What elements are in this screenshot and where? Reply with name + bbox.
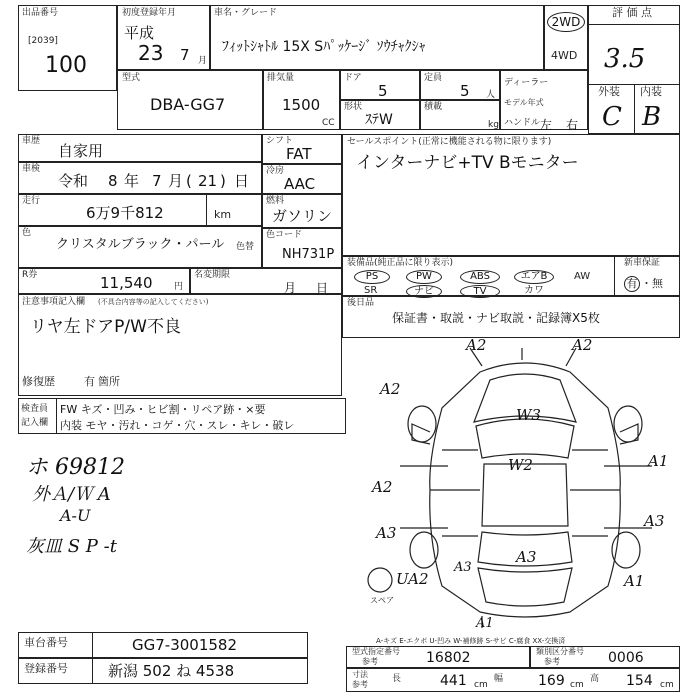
sales-text: インターナビ+TV Bモニター [356,153,579,173]
inspection-month: 7 [152,172,162,190]
inspector-divider [56,398,57,434]
warranty-yes-circle: 有 [624,276,640,292]
model: DBA-GG7 [150,95,226,114]
mark-a2-front-right: A2 [572,336,593,354]
shape-label: 形状 [344,102,363,112]
height-label: 高 [590,674,600,684]
mark-a2-front-left: A2 [466,336,487,354]
class-code-value: 0006 [608,650,644,666]
inspection-month-unit: 月 [168,172,184,190]
cc-unit: CC [322,118,335,128]
reg-year-label: 初度登録年月 [122,8,177,18]
displacement-label: 排気量 [267,73,295,83]
color-code-label: 色コード [266,230,303,240]
damage-legend: A-キズ E-エクボ U-凹み W-補修跡 S-サビ C-腐食 XX-交換済 [376,637,566,645]
warranty-no: ・無 [641,277,663,290]
inspection-day-close: ) [220,172,226,190]
history-value: 自家用 [58,142,104,160]
drive-4wd: 4WD [551,49,578,62]
chassis-value: GG7-3001582 [132,636,238,654]
aircon-label: 冷房 [266,166,285,176]
name-change-day: 日 [316,281,329,295]
score-divider [588,24,680,25]
name-change-label: 名変期限 [194,270,231,280]
sales-label: セールスポイント(正常に機能される物に限ります) [347,137,552,147]
class-code-ref: 参考 [544,657,560,666]
handle-label: ハンドル [504,118,541,128]
int-grade: B [642,102,662,132]
displacement: 1500 [282,96,321,114]
repair-label: 修復歴 [22,375,55,388]
notes-label: 注意事項記入欄 [22,297,86,307]
equip-ps: PS [354,270,390,284]
inspector-row1: FW キズ・凹み・ヒビ割・リペア跡・×要 [60,403,266,416]
length-label: 長 [392,674,402,684]
equip-sr: SR [364,285,378,296]
int-label: 内装 [640,85,662,98]
mark-w3-hood: W3 [516,406,541,424]
load-label: 積載 [424,102,443,112]
lot-number: 100 [45,53,87,78]
mileage: 6万9千812 [86,204,164,222]
car-name: ﾌｨｯﾄｼｬﾄﾙ 15X Sﾊﾟｯｹｰｼﾞ ｿｳﾁｬｸｼｬ [222,39,426,55]
width-unit: cm [570,680,584,690]
dims-label: 寸法 [352,670,368,679]
type-code-ref: 参考 [362,657,378,666]
class-code-label: 類別区分番号 [536,647,584,656]
chassis-label: 車台番号 [24,636,68,649]
width-value: 169 [538,673,565,689]
inspector-label-1: 検査員 [21,404,49,414]
equip-airbag: エアB [514,270,554,284]
mileage-divider [206,194,207,226]
era: 平成 [124,24,155,42]
inspection-year-unit: 年 [124,172,140,190]
reg-month: 7 [180,46,190,64]
mark-a3-trunk: A3 [516,548,537,566]
inspection-day-unit: 日 [234,172,250,190]
mark-a3-right: A3 [644,512,665,530]
reg-month-unit: 月 [198,56,208,66]
spare-label: スペア [370,596,394,605]
handle-right: 右 [566,118,579,132]
capacity: 5 [460,82,470,100]
mark-a3-left: A3 [376,524,397,542]
inspection-year: 8 [108,172,118,190]
fuel-label: 燃料 [266,196,285,206]
chassis-divider [92,632,93,658]
reg-year: 23 [138,41,164,65]
type-code-label: 型式指定番号 [352,647,400,656]
mark-ua2-rear-left: UA2 [396,570,429,588]
reg-divider [92,658,93,684]
history-label: 車歴 [22,136,41,146]
dims-ref: 参考 [352,680,368,689]
person-unit: 人 [486,90,496,100]
mark-a3-rear-glass: A3 [454,560,472,575]
mileage-label: 走行 [22,196,41,206]
inspection-day: 21 [198,172,218,190]
mark-a1-rear: A1 [476,616,494,631]
equip-abs: ABS [460,270,500,284]
mark-a1-right-rear: A1 [624,572,645,590]
aircon-value: AAC [284,175,316,193]
fuel-value: ガソリン [272,207,333,225]
notes-text: リヤ左ドアP/W不良 [30,317,181,337]
recycle-yen: 円 [174,282,184,292]
docs-label: 後日品 [347,298,375,308]
hand-line-2: 外Ａ/Ｗ A [32,484,111,505]
equip-tv: TV [460,285,500,298]
hand-line-4: 灰皿 S P -t [26,536,117,557]
dealer-label: ディーラー [504,78,549,88]
repair-value: 有 [84,375,95,388]
mileage-unit: km [214,208,232,221]
shift-label: シフト [266,136,294,146]
mark-w2-roof: W2 [508,456,533,474]
kg-unit: kg [488,120,499,130]
equip-navi: ナビ [406,285,442,298]
doors: 5 [378,82,388,100]
height-unit: cm [660,680,674,690]
lot-code: [2039] [28,36,58,46]
grade-divider [634,84,635,134]
repair-unit: 箇所 [98,375,120,388]
mark-a1-right-front: A1 [648,452,669,470]
score-label: 評 価 点 [612,6,652,19]
docs-text: 保証書・取説・ナビ取説・記録簿X5枚 [392,311,600,325]
inspection-label: 車検 [22,164,41,174]
inspector-row2: 内装 モヤ・汚れ・コゲ・穴・スレ・キレ・破レ [60,419,295,432]
new-car-label: 新車保証 [624,258,661,268]
drive-2wd-circle: 2WD [547,12,585,32]
type-code-value: 16802 [426,650,471,666]
color-value: クリスタルブラック・パール [56,237,225,252]
score-value: 3.5 [604,44,646,74]
notes-box [18,294,342,396]
shape: ｽﾃW [365,112,393,128]
length-value: 441 [440,673,467,689]
shift-value: FAT [286,145,312,163]
name-change-month: 月 [284,281,297,295]
color-label: 色 [22,228,32,238]
equip-aw: AW [574,271,591,282]
equip-pw: PW [406,270,442,284]
color-code-value: NH731P [282,247,335,262]
height-value: 154 [626,673,653,689]
width-label: 幅 [494,674,504,684]
model-year-label: モデル年式 [504,98,544,107]
capacity-label: 定員 [424,73,443,83]
length-unit: cm [474,680,488,690]
color-change-label: 色替 [236,242,255,252]
lot-label: 出品番号 [22,8,59,18]
hand-line-1: ホ 69812 [26,455,125,480]
handle-left: 左 [540,118,553,132]
model-label: 型式 [122,73,141,83]
inspector-label-2: 記入欄 [21,418,49,428]
reg-number-label: 登録番号 [24,662,68,675]
warranty-no-text: 無 [652,277,663,290]
recycle-amount: 11,540 [100,274,153,292]
reg-number-value: 新潟 502 ね 4538 [108,662,235,680]
ext-label: 外装 [598,85,620,98]
equip-leather: カワ [524,285,544,296]
equipment-label: 装備品(純正品に限り表示) [347,258,454,268]
notes-sublabel: (不具合内容等の記入してください) [98,298,209,306]
history-box [18,134,262,162]
mark-a2-left-door: A2 [372,478,393,496]
hand-line-3: A-U [60,506,91,525]
inspection-day-open: ( [186,172,192,190]
equipment-divider [614,256,615,296]
doors-label: ドア [344,73,362,83]
recycle-label: R券 [22,270,38,280]
ext-grade: C [602,102,622,132]
mark-a2-left-mirror: A2 [380,380,401,398]
inspection-era: 令和 [58,172,89,190]
car-name-label: 車名・グレード [214,8,278,18]
